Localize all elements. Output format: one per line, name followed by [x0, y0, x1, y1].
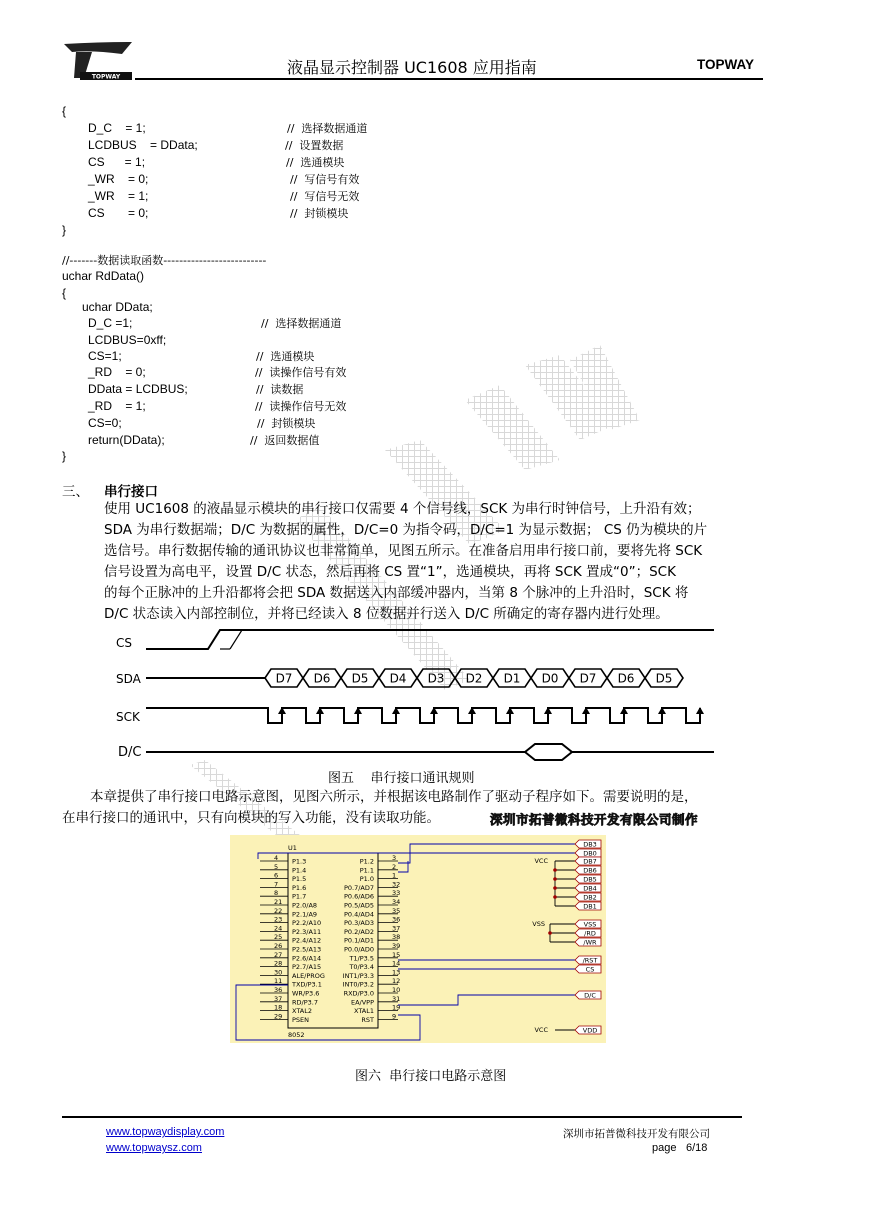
- pin-number: 19: [392, 1003, 401, 1012]
- close-brace: }: [62, 449, 67, 463]
- pin-number: 35: [392, 906, 401, 915]
- sda-bit-label: D1: [503, 671, 521, 686]
- port-label: VSS: [583, 920, 597, 929]
- code-comment: // 设置数据: [285, 139, 344, 152]
- paragraph-line: 选信号。串行数据传输的通讯协议也非常简单，见图五所示。在准备启用串行接口前，要将先将 SCK: [104, 543, 703, 559]
- function-signature: uchar RdData(): [62, 269, 145, 283]
- pin-number: 33: [392, 889, 401, 898]
- pin-name: ALE/PROG: [292, 971, 325, 980]
- footer-link-2-text[interactable]: www.topwaysz.com: [106, 1142, 202, 1154]
- port-label: DB0: [583, 849, 597, 858]
- sda-bit-label: D5: [351, 671, 369, 686]
- sda-bit-label: D6: [617, 671, 635, 686]
- pin-number: 21: [274, 898, 283, 906]
- pin-number: 4: [274, 854, 279, 862]
- pin-number: 7: [274, 880, 279, 889]
- sda-bits: [265, 669, 683, 687]
- pin-name: P0.3/AD3: [343, 919, 374, 928]
- pin-number: 25: [274, 933, 283, 942]
- pin-number: 26: [274, 942, 283, 950]
- open-brace: {: [62, 104, 67, 118]
- pin-number: 15: [392, 950, 401, 959]
- pin-number: 32: [392, 880, 401, 889]
- logo-text: TOPWAY: [91, 73, 121, 81]
- pin-name: INT0/P3.2: [342, 980, 374, 989]
- pin-number: 11: [274, 977, 283, 986]
- pin-number: 36: [392, 915, 401, 924]
- pin-name: P2.0/A8: [292, 901, 318, 910]
- vss-label: VSS: [532, 920, 545, 928]
- sda-bit-label: D4: [389, 671, 407, 686]
- sda-label: SDA: [116, 672, 141, 686]
- port-label: DB4: [583, 884, 597, 893]
- section-number: 三、: [62, 484, 89, 500]
- pin-name: P1.4: [292, 866, 307, 875]
- pin-number: 22: [274, 906, 283, 915]
- footer-page-label: page: [652, 1142, 677, 1154]
- pin-name: RD/P3.7: [292, 998, 318, 1007]
- dc-label: D/C: [118, 745, 142, 760]
- sda-bit-label: D7: [579, 671, 597, 686]
- pin-number: 10: [392, 986, 401, 994]
- pin-number: 14: [392, 959, 401, 968]
- timing-diagram: [110, 622, 730, 767]
- open-brace: {: [62, 286, 67, 300]
- pin-name: P2.4/A12: [292, 936, 322, 945]
- cs-label: CS: [116, 636, 132, 650]
- sck-rising-edge-arrow: [696, 707, 704, 714]
- port-label: /RD: [584, 929, 596, 938]
- port-label: D/C: [584, 991, 596, 1000]
- pin-name: P2.7/A15: [292, 963, 322, 972]
- pin-number: 2: [392, 862, 397, 871]
- pin-name: P0.6/AD6: [343, 892, 374, 901]
- pin-name: P0.2/AD2: [343, 927, 374, 936]
- code-line: return(DData);: [88, 433, 165, 447]
- pin-number: 6: [274, 871, 279, 880]
- pin-name: P1.2: [359, 857, 374, 866]
- pin-name: EA/VPP: [350, 998, 374, 1007]
- code-line: CS=0;: [88, 416, 122, 430]
- code-comment: // 选通模块: [256, 350, 315, 363]
- pin-name: P1.7: [292, 892, 307, 901]
- vcc-label-2: VCC: [534, 1026, 548, 1034]
- code-line: _WR = 1;: [88, 189, 149, 203]
- sda-bit-label: D5: [655, 671, 673, 686]
- code-line: CS = 1;: [88, 155, 146, 169]
- pin-name: T1/P3.5: [349, 954, 374, 963]
- chip-part: 8052: [288, 1031, 305, 1039]
- sda-bit-label: D7: [275, 671, 293, 686]
- pin-number: 28: [274, 959, 283, 968]
- footer-link-topwaydisplay[interactable]: [106, 1126, 224, 1138]
- pin-number: 38: [392, 933, 401, 942]
- figure5-caption: 图五 串行接口通讯规则: [328, 771, 475, 786]
- sck-label: SCK: [116, 710, 140, 724]
- sda-bit-label: D6: [313, 671, 331, 686]
- pin-name: T0/P3.4: [349, 963, 374, 972]
- close-brace: }: [62, 223, 67, 237]
- port-label: CS: [585, 965, 595, 974]
- port-label: DB3: [583, 840, 597, 849]
- brand-name: TOPWAY: [697, 57, 755, 72]
- code-comment: // 选择数据通道: [261, 317, 342, 330]
- footer-link-1-text[interactable]: www.topwaydisplay.com: [106, 1126, 225, 1138]
- code-comment: // 选择数据通道: [287, 122, 368, 135]
- port-label: VDD: [582, 1026, 598, 1035]
- footer-company: 深圳市拓普微科技开发有限公司: [563, 1128, 710, 1140]
- pin-name: PSEN: [292, 1015, 310, 1024]
- code-line: _RD = 1;: [88, 399, 146, 413]
- sda-bit-label: D2: [465, 671, 483, 686]
- pin-name: XTAL2: [292, 1007, 313, 1016]
- separator-comment: //-------数据读取函数--------------------------: [62, 254, 267, 267]
- pin-name: P2.6/A14: [292, 954, 322, 963]
- pin-name: P0.1/AD1: [343, 936, 374, 945]
- paragraph-line: 的每个正脉冲的上升沿都将会把 SDA 数据送入内部缓冲器内，当第 8 个脉冲的上升沿时，SCK 将: [104, 585, 689, 601]
- code-line: D_C = 1;: [88, 121, 146, 135]
- company-stamp: 深圳市拓普微科技开发有限公司制作: [490, 812, 699, 827]
- pin-name: P1.6: [292, 883, 307, 892]
- paragraph-line: 本章提供了串行接口电路示意图，见图六所示，并根据该电路制作了驱动子程序如下。需要说明的是，: [90, 789, 698, 805]
- pin-name: P1.3: [292, 857, 307, 866]
- pin-number: 31: [392, 994, 401, 1003]
- topway-logo: [62, 40, 134, 82]
- pin-number: 29: [274, 1012, 283, 1021]
- pin-number: 9: [392, 1012, 397, 1021]
- code-comment: // 读操作信号无效: [255, 400, 347, 413]
- pin-number: 1: [392, 871, 397, 880]
- port-label: /RST: [582, 956, 598, 965]
- pin-name: TXD/P3.1: [292, 980, 322, 989]
- pin-name: P2.3/A11: [292, 927, 322, 936]
- paragraph-line: 使用 UC1608 的液晶显示模块的串行接口仅需要 4 个信号线，SCK 为串行时钟信号，上升沿有效；: [104, 501, 701, 517]
- pin-name: P0.0/AD0: [343, 945, 374, 954]
- pin-name: XTAL1: [353, 1007, 374, 1016]
- port-label: DB2: [583, 893, 597, 902]
- pin-name: P2.2/A10: [292, 919, 322, 928]
- code-comment: // 封锁模块: [290, 207, 349, 220]
- pin-name: INT1/P3.3: [342, 971, 374, 980]
- pin-number: 3: [392, 854, 397, 862]
- code-comment: // 选通模块: [286, 156, 345, 169]
- pin-name: P2.5/A13: [292, 945, 322, 954]
- pin-name: P1.0: [359, 875, 374, 884]
- dc-waveform: [146, 744, 714, 760]
- pin-number: 13: [392, 968, 401, 977]
- pin-number: 36: [274, 986, 283, 994]
- pin-name: WR/P3.6: [292, 989, 320, 998]
- pin-number: 34: [392, 898, 401, 906]
- pin-number: 5: [274, 862, 279, 871]
- code-line: CS = 0;: [88, 206, 149, 220]
- code-comment: // 写信号无效: [290, 190, 360, 203]
- pin-number: 27: [274, 950, 283, 959]
- circuit-schematic: [230, 835, 606, 1043]
- footer-rule: [62, 1116, 742, 1118]
- figure6-caption: 图六 串行接口电路示意图: [355, 1069, 507, 1084]
- paragraph-line: SDA 为串行数据端；D/C 为数据的属性，D/C=0 为指令码，D/C=1 为显示数据； CS 仍为模块的片: [104, 522, 708, 538]
- pin-name: P0.7/AD7: [343, 883, 374, 892]
- pin-name: P1.5: [292, 875, 307, 884]
- code-line: LCDBUS = DData;: [88, 138, 198, 152]
- pin-number: 39: [392, 942, 401, 950]
- pin-number: 12: [392, 977, 401, 986]
- sck-waveform: [146, 708, 700, 723]
- code-line: D_C =1;: [88, 316, 133, 330]
- sda-bit-label: D3: [427, 671, 445, 686]
- code-comment: // 写信号有效: [290, 173, 360, 186]
- pin-number: 24: [274, 924, 283, 933]
- code-line: _RD = 0;: [88, 365, 146, 379]
- port-label: DB7: [583, 857, 597, 866]
- port-label: DB5: [583, 875, 597, 884]
- code-comment: // 返回数据值: [250, 434, 320, 447]
- pin-name: P1.1: [359, 866, 374, 875]
- section-heading: 串行接口: [104, 484, 158, 500]
- pin-number: 37: [392, 924, 401, 933]
- code-comment: // 读数据: [256, 383, 304, 396]
- pin-name: P2.1/A9: [292, 910, 318, 919]
- pin-name: RST: [361, 1015, 374, 1024]
- pin-name: P0.5/AD5: [343, 901, 374, 910]
- paragraph-line: 信号设置为高电平，设置 D/C 状态，然后再将 CS 置“1”，选通模块，再将 SCK 置成“0”；SCK: [104, 564, 676, 580]
- pin-number: 37: [274, 994, 283, 1003]
- sda-bit-label: D0: [541, 671, 559, 686]
- code-line: DData = LCDBUS;: [88, 382, 188, 396]
- pin-number: 18: [274, 1003, 283, 1012]
- port-label: DB1: [583, 902, 597, 911]
- header-rule: [135, 78, 763, 80]
- pin-number: 23: [274, 915, 283, 924]
- vcc-label: VCC: [534, 857, 548, 865]
- pin-number: 30: [274, 968, 283, 977]
- footer-link-topwaysz[interactable]: [106, 1142, 202, 1154]
- port-label: DB6: [583, 866, 597, 875]
- code-line: _WR = 0;: [88, 172, 149, 186]
- page-title: 液晶显示控制器 UC1608 应用指南: [287, 58, 537, 77]
- paragraph-line: 在串行接口的通讯中，只有向模块的写入功能，没有读取功能。: [62, 810, 440, 826]
- pin-name: RXD/P3.0: [343, 989, 374, 998]
- code-line: CS=1;: [88, 349, 122, 363]
- pin-name: P0.4/AD4: [343, 910, 374, 919]
- code-comment: // 封锁模块: [257, 417, 316, 430]
- code-comment: // 读操作信号有效: [255, 366, 347, 379]
- declaration: uchar DData;: [82, 300, 153, 314]
- port-label: /WR: [583, 938, 597, 947]
- paragraph-line: D/C 状态读入内部控制位，并将已经读入 8 位数据并行送入 D/C 所确定的寄存器内进行处理。: [104, 606, 669, 622]
- chip-ref: U1: [288, 844, 297, 852]
- pin-number: 8: [274, 889, 279, 898]
- code-line: LCDBUS=0xff;: [88, 333, 167, 347]
- footer-page-number: 6/18: [686, 1142, 708, 1154]
